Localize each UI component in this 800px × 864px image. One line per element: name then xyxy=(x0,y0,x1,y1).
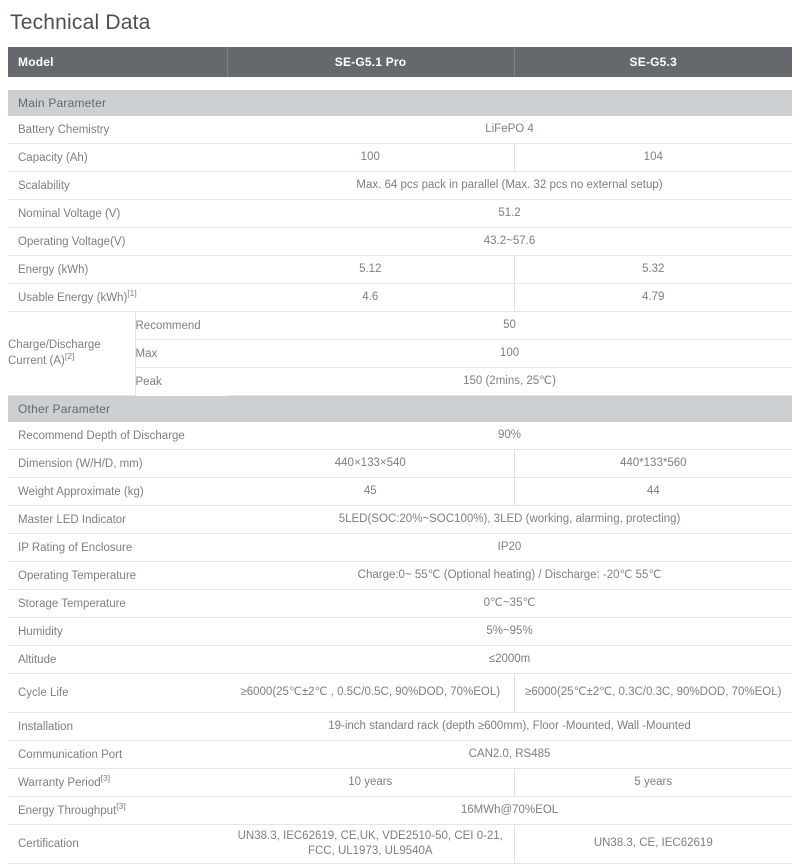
specifications-table xyxy=(8,47,792,864)
row-label: Nominal Voltage (V) xyxy=(8,200,227,228)
row-value-column-b: 440*133*560 xyxy=(514,450,792,478)
row-value-merged: 51.2 xyxy=(227,200,792,228)
group-sublabel: Peak xyxy=(135,375,162,388)
table-row xyxy=(8,562,792,590)
table-row xyxy=(8,478,792,506)
row-value-column-b: 5 years xyxy=(514,769,792,797)
row-label: Storage Temperature xyxy=(8,590,227,618)
row-label: Battery Chemistry xyxy=(8,116,227,144)
row-label: Operating Temperature xyxy=(8,562,227,590)
table-row xyxy=(8,590,792,618)
row-label: Warranty Period[3] xyxy=(8,769,227,797)
row-label: IP Rating of Enclosure xyxy=(8,534,227,562)
table-row xyxy=(8,228,792,256)
row-value-column-a: 5.12 xyxy=(227,256,514,284)
footnote-marker: [3] xyxy=(100,772,111,783)
row-label: Recommend Depth of Discharge xyxy=(8,422,227,450)
row-value-merged: 43.2~57.6 xyxy=(227,228,792,256)
table-row xyxy=(8,144,792,172)
table-row xyxy=(8,200,792,228)
row-value-column-a: 440×133×540 xyxy=(227,450,514,478)
row-value-column-b: ≥6000(25℃±2℃, 0.3C/0.3C, 90%DOD, 70%EOL) xyxy=(514,674,792,713)
page-title: Technical Data xyxy=(10,11,151,34)
row-label: Weight Approximate (kg) xyxy=(8,478,227,506)
table-row xyxy=(8,741,792,769)
header-spacer xyxy=(8,77,792,90)
group-sublabel: Recommend xyxy=(135,312,227,340)
row-value-merged: 5%~95% xyxy=(227,618,792,646)
row-value-column-b: 104 xyxy=(514,144,792,172)
row-label: Usable Energy (kWh)[1] xyxy=(8,284,227,312)
group-row-value: 150 (2mins, 25℃) xyxy=(227,368,792,396)
row-value-column-b: 4.79 xyxy=(514,284,792,312)
table-row xyxy=(8,312,792,340)
row-label: Energy (kWh) xyxy=(8,256,227,284)
table-row xyxy=(8,769,792,797)
table-header-row xyxy=(8,47,792,77)
row-label: Scalability xyxy=(8,172,227,200)
table-row xyxy=(8,618,792,646)
row-label: Operating Voltage(V) xyxy=(8,228,227,256)
row-value-column-b: UN38.3, CE, IEC62619 xyxy=(514,825,792,864)
row-value-merged: IP20 xyxy=(227,534,792,562)
table-row xyxy=(8,284,792,312)
table-row xyxy=(8,797,792,825)
row-value-column-a: 100 xyxy=(227,144,514,172)
row-value-column-a: 45 xyxy=(227,478,514,506)
row-value-merged: ≤2000m xyxy=(227,646,792,674)
row-value-column-b: 5.32 xyxy=(514,256,792,284)
row-value-merged: Max. 64 pcs pack in parallel (Max. 32 pcs no external setup) xyxy=(227,172,792,200)
row-value-column-a: 4.6 xyxy=(227,284,514,312)
row-value-column-a: ≥6000(25℃±2℃ , 0.5C/0.5C, 90%DOD, 70%EOL) xyxy=(227,674,514,713)
table-row xyxy=(8,713,792,741)
row-value-column-b: 44 xyxy=(514,478,792,506)
table-row xyxy=(8,674,792,713)
row-value-merged: LiFePO 4 xyxy=(227,116,792,144)
table-row xyxy=(8,825,792,864)
spacer-cell xyxy=(8,77,792,90)
row-label: Communication Port xyxy=(8,741,227,769)
section-header-row xyxy=(8,396,792,423)
table-row xyxy=(8,422,792,450)
group-row-value: 50 xyxy=(227,312,792,340)
row-value-column-a: UN38.3, IEC62619, CE,UK, VDE2510-50, CEI 0-21, FCC, UL1973, UL9540A xyxy=(227,825,514,864)
table-row xyxy=(8,256,792,284)
footnote-marker: [3] xyxy=(116,800,126,811)
row-label: Humidity xyxy=(8,618,227,646)
row-value-merged: Charge:0~ 55℃ (Optional heating) / Discharge: -20℃ 55℃ xyxy=(227,562,792,590)
footnote-marker: [2] xyxy=(64,350,75,361)
row-label: Master LED Indicator xyxy=(8,506,227,534)
header-model-label: Model xyxy=(8,47,227,77)
group-row-value: 100 xyxy=(227,340,792,368)
table-row xyxy=(8,450,792,478)
row-value-merged: CAN2.0, RS485 xyxy=(227,741,792,769)
section-title: Other Parameter xyxy=(8,396,792,423)
row-value-merged: 16MWh@70%EOL xyxy=(227,797,792,825)
group-sublabel: Max xyxy=(135,340,227,368)
row-label: Capacity (Ah) xyxy=(8,144,227,172)
row-label: Installation xyxy=(8,713,227,741)
row-label: Altitude xyxy=(8,646,227,674)
table-row xyxy=(8,116,792,144)
row-value-merged: 90% xyxy=(227,422,792,450)
header-column-b: SE‑G5.3 xyxy=(514,47,792,77)
row-label: Certification xyxy=(8,825,227,864)
table-row xyxy=(8,172,792,200)
footnote-marker: [1] xyxy=(127,287,137,298)
group-row-label: Charge/Discharge Current (A)[2] xyxy=(8,312,135,396)
row-label: Energy Throughput[3] xyxy=(8,797,227,825)
row-value-merged: 5LED(SOC:20%~SOC100%), 3LED (working, alarming, protecting) xyxy=(227,506,792,534)
row-value-column-a: 10 years xyxy=(227,769,514,797)
row-label: Dimension (W/H/D, mm) xyxy=(8,450,227,478)
row-value-merged: 19‑inch standard rack (depth ≥600mm), Floor ‑Mounted, Wall ‑Mounted xyxy=(227,713,792,741)
row-value-merged: 0℃~35℃ xyxy=(227,590,792,618)
section-title: Main Parameter xyxy=(8,90,792,116)
section-header-row xyxy=(8,90,792,116)
table-row xyxy=(8,506,792,534)
row-label: Cycle Life xyxy=(8,674,227,713)
table-row xyxy=(8,646,792,674)
header-column-a: SE‑G5.1 Pro xyxy=(227,47,514,77)
table-row xyxy=(8,534,792,562)
